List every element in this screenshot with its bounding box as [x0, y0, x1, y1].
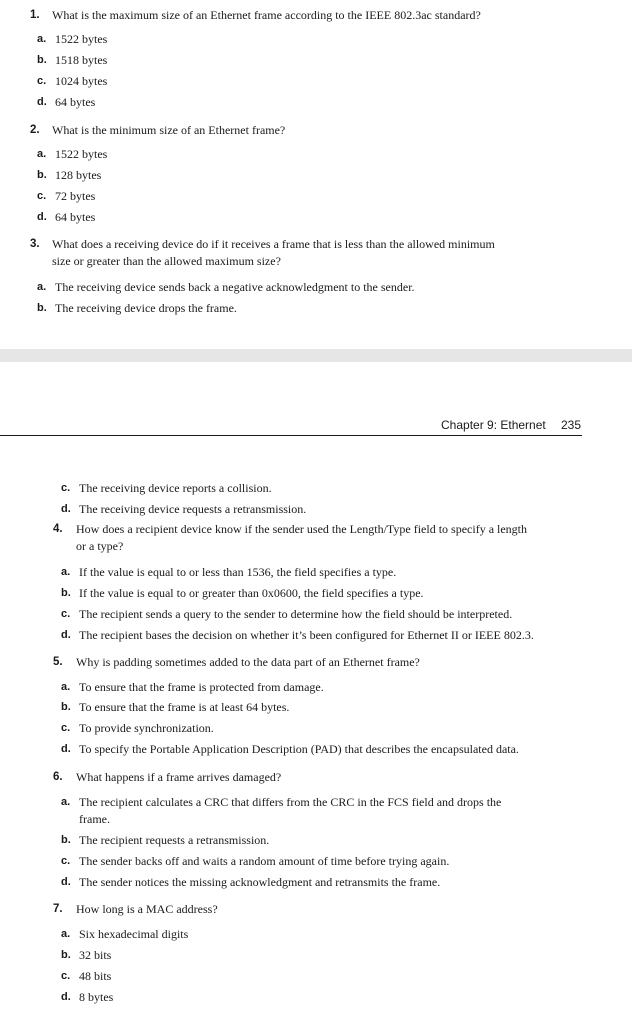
option-letter: c. [37, 190, 47, 202]
option-letter: d. [61, 629, 71, 641]
question-text-line-1: What does a receiving device do if it receives a frame that is less than the allowed minimum [52, 237, 495, 251]
option-text: If the value is equal to or less than 1536, the field specifies a type. [79, 565, 397, 579]
option-text: 1518 bytes [55, 53, 108, 67]
question-text: What is the maximum size of an Ethernet frame according to the IEEE 802.3ac standard? [52, 8, 481, 22]
option-text-line-1: The recipient calculates a CRC that differs from the CRC in the FCS field and drops the [79, 795, 502, 809]
option-letter: d. [61, 503, 71, 515]
option-letter: c. [37, 75, 47, 87]
question-text-line-2: or a type? [76, 539, 124, 553]
option-letter: c. [61, 608, 71, 620]
option-text: To ensure that the frame is at least 64 bytes. [79, 700, 290, 714]
option-text: 48 bits [79, 969, 112, 983]
option-text: The sender backs off and waits a random amount of time before trying again. [79, 854, 450, 868]
option-text: The sender notices the missing acknowledgment and retransmits the frame. [79, 875, 441, 889]
option-text: To ensure that the frame is protected from damage. [79, 680, 324, 694]
option-letter: d. [61, 991, 71, 1003]
option-text: To provide synchronization. [79, 721, 214, 735]
question-number: 4. [53, 523, 63, 535]
option-text: The receiving device reports a collision. [79, 481, 272, 495]
option-letter: d. [61, 743, 71, 755]
question-number: 7. [53, 903, 63, 915]
question-number: 3. [30, 238, 40, 250]
option-text: 32 bits [79, 948, 112, 962]
question-text: Why is padding sometimes added to the data part of an Ethernet frame? [76, 655, 420, 669]
option-letter: b. [37, 169, 47, 181]
question-number: 5. [53, 656, 63, 668]
page-separator [0, 349, 632, 362]
chapter-title: Chapter 9: Ethernet [441, 418, 546, 432]
option-text: 72 bytes [55, 189, 96, 203]
option-letter: d. [61, 876, 71, 888]
option-letter: a. [61, 566, 71, 578]
option-letter: c. [61, 855, 71, 867]
option-text: The recipient bases the decision on whether it’s been configured for Ethernet II or IEEE 802.3. [79, 628, 534, 642]
option-letter: c. [61, 722, 71, 734]
option-text: The receiving device drops the frame. [55, 301, 237, 315]
option-text: To specify the Portable Application Description (PAD) that describes the encapsulated data. [79, 742, 519, 756]
option-text: If the value is equal to or greater than 0x0600, the field specifies a type. [79, 586, 424, 600]
option-letter: c. [61, 970, 71, 982]
option-text: 64 bytes [55, 210, 96, 224]
option-text: The receiving device sends back a negative acknowledgment to the sender. [55, 280, 415, 294]
option-letter: c. [61, 482, 71, 494]
header-rule [0, 435, 582, 436]
option-letter: a. [37, 281, 47, 293]
option-text: The recipient sends a query to the sender to determine how the field should be interpreted. [79, 607, 513, 621]
option-letter: b. [61, 701, 71, 713]
question-text-line-1: How does a recipient device know if the sender used the Length/Type field to specify a length [76, 522, 528, 536]
option-letter: d. [37, 96, 47, 108]
option-text: 1522 bytes [55, 32, 108, 46]
option-letter: b. [37, 302, 47, 314]
option-text: The recipient requests a retransmission. [79, 833, 270, 847]
option-text: 128 bytes [55, 168, 102, 182]
question-number: 1. [30, 9, 40, 21]
option-letter: d. [37, 211, 47, 223]
question-text: What happens if a frame arrives damaged? [76, 770, 282, 784]
question-text: What is the minimum size of an Ethernet frame? [52, 123, 286, 137]
option-text: Six hexadecimal digits [79, 927, 189, 941]
option-text: 8 bytes [79, 990, 114, 1004]
option-letter: b. [37, 54, 47, 66]
option-text: 1024 bytes [55, 74, 108, 88]
option-text: 64 bytes [55, 95, 96, 109]
option-letter: a. [37, 33, 47, 45]
option-letter: a. [61, 796, 71, 808]
option-letter: a. [61, 928, 71, 940]
option-text: The receiving device requests a retransmission. [79, 502, 307, 516]
option-letter: b. [61, 587, 71, 599]
question-text-line-2: size or greater than the allowed maximum size? [52, 254, 281, 268]
option-text-line-2: frame. [79, 812, 110, 826]
option-letter: b. [61, 834, 71, 846]
option-text: 1522 bytes [55, 147, 108, 161]
option-letter: a. [37, 148, 47, 160]
page-number: 235 [561, 418, 582, 432]
option-letter: b. [61, 949, 71, 961]
question-number: 2. [30, 124, 40, 136]
option-letter: a. [61, 681, 71, 693]
question-number: 6. [53, 771, 63, 783]
question-text: How long is a MAC address? [76, 902, 218, 916]
